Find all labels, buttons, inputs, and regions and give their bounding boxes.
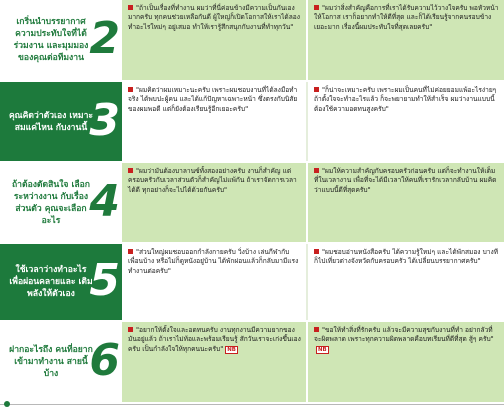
question-number: 4 [89, 175, 120, 227]
table-row [0, 163, 504, 242]
question-number: 2 [89, 13, 120, 65]
bullet-icon [128, 327, 133, 332]
answer-text: "ก็น่าจะเหมาะครับ เพราะผมเป็นคนที่ไม่ค่อยยอมแพ้อะไรง่ายๆ ถ้าตั้งใจจะทำอะไรแล้ว ก็จะพยายามทำให้สำเร็จ ผมว่างานแบบนี้ต้องใช้ความอดทนสูงครับ" [314, 86, 497, 113]
question-number: 5 [89, 255, 120, 307]
question-text: ถ้าต้องตัดสินใจ เลือกระหว่างงาน กับเรื่องส่วนตัว คุณจะเลือกอะไร [11, 179, 91, 226]
answer-cell-left [122, 244, 306, 320]
footer-dot [4, 401, 10, 407]
bullet-icon [314, 249, 319, 254]
footer-rule [0, 404, 504, 405]
nb-tag: NB [318, 346, 327, 353]
table-row [0, 244, 504, 320]
answer-cell-right [306, 0, 504, 80]
answer-cell-left [122, 322, 306, 402]
table-row [0, 322, 504, 402]
bullet-icon [314, 327, 319, 332]
answer-cell-left [122, 0, 306, 80]
table-row [0, 0, 504, 80]
bullet-icon [128, 5, 133, 10]
bullet-icon [128, 168, 133, 173]
answer-cell-right [306, 163, 504, 242]
answer-text: "อยากให้ตั้งใจและอดทนครับ งานทุกงานมีความยากของมันอยู่แล้ว ถ้าเราไม่ท้อและพร้อมเรียนรู้ สักวันเราจะเก่งขึ้นเองครับ เป็นกำลังใจให้ทุกคนนะครับ" [128, 326, 301, 353]
bullet-icon [314, 87, 319, 92]
answer-cell-right [306, 244, 504, 320]
answer-text: "ขอให้ทำสิ่งที่รักครับ แล้วจะมีความสุขกับงานที่ทำ อย่ากลัวที่จะผิดพลาด เพราะทุกความผิดพลาดคือบทเรียนที่ดีที่สุด สู้ๆ ครับ" [314, 326, 494, 344]
answer-text: "ถ้าเป็นเรื่องที่ทำงาน ผมว่าที่นี่ค่อนข้างมีความเป็นกันเองมากครับ ทุกคนช่วยเหลือกันดี ผู้ใหญ่ก็เปิดโอกาสให้เราได้ลองทำอะไรใหม่ๆ อยู่เสมอ ทำให้เรารู้สึกสนุกกับงานที่ทำทุกวัน" [128, 4, 300, 31]
question-cell [0, 244, 122, 320]
question-text: ใช้เวลาว่างทำอะไร เพื่อผ่อนคลายและ เติมพลังให้ตัวเอง [9, 265, 93, 299]
answer-text: "ส่วนใหญ่ผมชอบออกกำลังกายครับ วิ่งบ้าง เล่นกีฬากับเพื่อนบ้าง หรือไม่ก็ดูหนังอยู่บ้าน ได้พักผ่อนแล้วก็กลับมามีแรงทำงานต่อครับ" [128, 248, 299, 275]
question-cell [0, 82, 122, 161]
answer-text: "ผมคิดว่าผมเหมาะนะครับ เพราะผมชอบงานที่ได้ลงมือทำจริง ได้พบปะผู้คน และได้แก้ปัญหาเฉพาะหน้า ซึ่งตรงกับนิสัยของผมพอดี แต่ก็ยังต้องเรียนรู้อีกเยอะครับ" [128, 86, 298, 113]
answer-text: "ผมว่าสิ่งสำคัญคือการที่เราได้รับความไว้วางใจครับ พอหัวหน้าให้โอกาส เราก็อยากทำให้ดีที่สุด และก็ได้เรียนรู้จากคนรอบข้างเยอะมาก เรื่องนี้ผมประทับใจที่สุดเลยครับ" [314, 4, 499, 31]
answer-text: "ผมว่ามันต้องบาลานซ์ทั้งสองอย่างครับ งานก็สำคัญ แต่ครอบครัวกับเวลาส่วนตัวก็สำคัญไม่แพ้กัน ถ้าเราจัดการเวลาได้ดี ทุกอย่างก็จะไปได้ด้วยกันครับ" [128, 167, 297, 194]
answer-cell-right [306, 322, 504, 402]
question-text: คุณคิดว่าตัวเอง เหมาะสมแค่ไหน กับงานนี้ [8, 110, 94, 133]
bullet-icon [128, 249, 133, 254]
question-cell [0, 163, 122, 242]
nb-tag: NB [227, 346, 236, 353]
answer-text: "ผมชอบอ่านหนังสือครับ ได้ความรู้ใหม่ๆ และได้พักสมอง บางทีก็ไปเที่ยวต่างจังหวัดกับครอบครัว ได้เปลี่ยนบรรยากาศครับ" [314, 248, 499, 266]
question-number: 6 [89, 335, 120, 387]
answer-cell-right [306, 82, 504, 161]
question-cell [0, 0, 122, 80]
question-text: ฝากอะไรถึง คนที่อยาก เข้ามาทำงาน สายนี้บ้าง [9, 345, 93, 379]
question-cell [0, 322, 122, 402]
answer-text: "ผมให้ความสำคัญกับครอบครัวก่อนครับ แต่ก็จะทำงานให้เต็มที่ในเวลางาน เพื่อที่จะได้มีเวลาให้คนที่เรารักเวลากลับบ้าน ผมคิดว่าแบบนี้ดีที่สุดครับ" [314, 167, 497, 194]
answer-cell-left [122, 82, 306, 161]
question-number: 3 [89, 94, 120, 146]
table-row [0, 82, 504, 161]
bullet-icon [128, 87, 133, 92]
answer-cell-left [122, 163, 306, 242]
question-text: เกริ่นนำบรรยากาศ ความประทับใจที่ได้ร่วมงาน และมุมมองของคุณต่อทีมงาน [13, 17, 89, 63]
bullet-icon [314, 168, 319, 173]
bullet-icon [314, 5, 319, 10]
